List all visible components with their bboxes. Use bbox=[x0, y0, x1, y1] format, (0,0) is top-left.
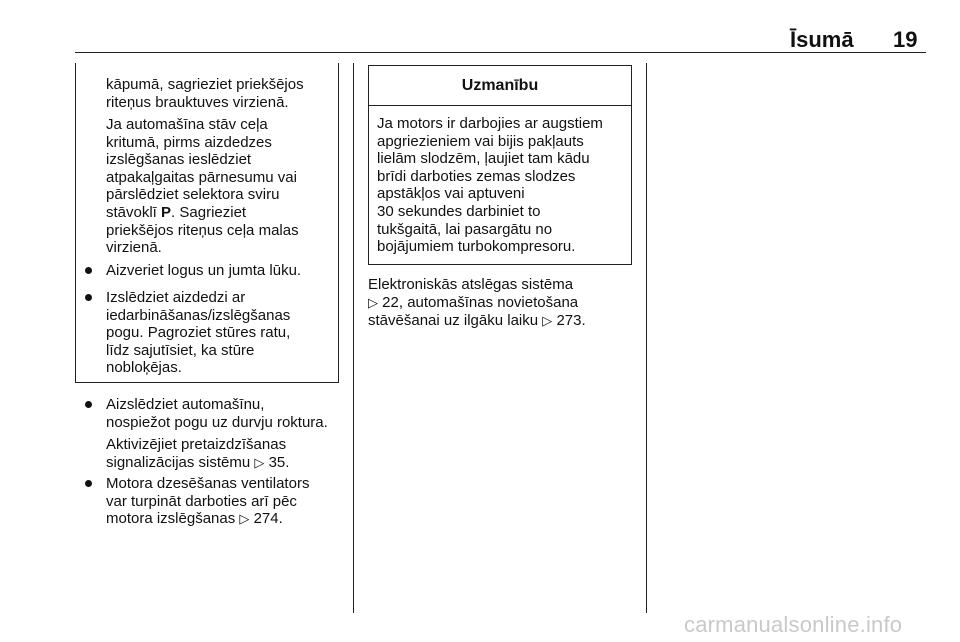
box-paragraph-2-text-end: . Sagrieziet priekšējos riteņus ceļa malas virzienā. bbox=[106, 203, 299, 257]
warning-title: Uzmanību bbox=[369, 66, 631, 106]
alarm-paragraph bbox=[106, 436, 351, 472]
references-text: stāvēšanai uz ilgāku laiku bbox=[368, 312, 539, 330]
alarm-text: Aktivizējiet pretaizdzīšanas signalizācijas sistēmu bbox=[106, 436, 287, 471]
page-reference-22[interactable]: 22, automašīnas novietošana bbox=[382, 293, 579, 311]
box-paragraph-2 bbox=[106, 116, 336, 257]
header-divider bbox=[75, 52, 926, 53]
warning-body: Ja motors ir darbojies ar augstiem apgriezieniem vai bijis pakļauts lielām slodzēm, ļaujiet tam kādu brīdi darboties zemas slodzes apstākļos vai aptuveni 30 sekundes darbiniet to tukšgaitā, lai pasargātu no bojājumiem turbokompresoru. bbox=[377, 115, 603, 256]
bullet-lock-vehicle: Aizslēdziet automašīnu, nospiežot pogu uz durvju roktura. bbox=[106, 396, 328, 431]
bullet-marker bbox=[85, 267, 92, 274]
page-reference-icon: ▷ bbox=[542, 314, 553, 330]
page-number: 19 bbox=[893, 27, 918, 52]
page-reference-icon: ▷ bbox=[368, 295, 378, 311]
references-line-1: Elektroniskās atslēgas sistēma bbox=[368, 276, 574, 293]
page-reference-274[interactable]: 274. bbox=[253, 510, 283, 528]
references-line-3 bbox=[368, 312, 638, 331]
bullet-marker bbox=[85, 480, 92, 487]
watermark: carmanualsonline.info bbox=[684, 612, 903, 637]
bullet-marker bbox=[85, 401, 92, 408]
references-line-2 bbox=[368, 294, 638, 313]
box-paragraph-1: kāpumā, sagrieziet priekšējos riteņus brauktuves virzienā. bbox=[106, 76, 304, 111]
fan-text: Motora dzesēšanas ventilators var turpināt darboties arī pēc motora izslēgšanas bbox=[106, 475, 310, 528]
page-reference-35[interactable]: 35. bbox=[268, 453, 290, 471]
box-bullet-close-windows: Aizveriet logus un jumta lūku. bbox=[106, 262, 302, 279]
page-reference-icon: ▷ bbox=[254, 455, 265, 471]
section-title: Īsumā bbox=[790, 27, 854, 52]
page-reference-273[interactable]: 273. bbox=[556, 312, 586, 330]
bullet-marker bbox=[85, 294, 92, 301]
bullet-fan bbox=[106, 475, 351, 529]
box-paragraph-2-text: Ja automašīna stāv ceļa kritumā, pirms aizdedzes izslēgšanas ieslēdziet atpakaļgaitas pārnesumu vai pārslēdziet selektora sviru stāvoklī bbox=[106, 116, 297, 221]
box-bullet-ignition-off: Izslēdziet aizdedzi ar iedarbināšanas/izslēgšanas pogu. Pagroziet stūres ratu, līdz sajutīsiet, ka stūre nobloķējas. bbox=[106, 289, 291, 377]
column-divider-left bbox=[353, 63, 354, 613]
column-divider-right bbox=[646, 63, 647, 613]
references-paragraph bbox=[368, 276, 638, 331]
page-reference-icon: ▷ bbox=[239, 512, 250, 528]
gear-position-p: P bbox=[161, 203, 172, 221]
